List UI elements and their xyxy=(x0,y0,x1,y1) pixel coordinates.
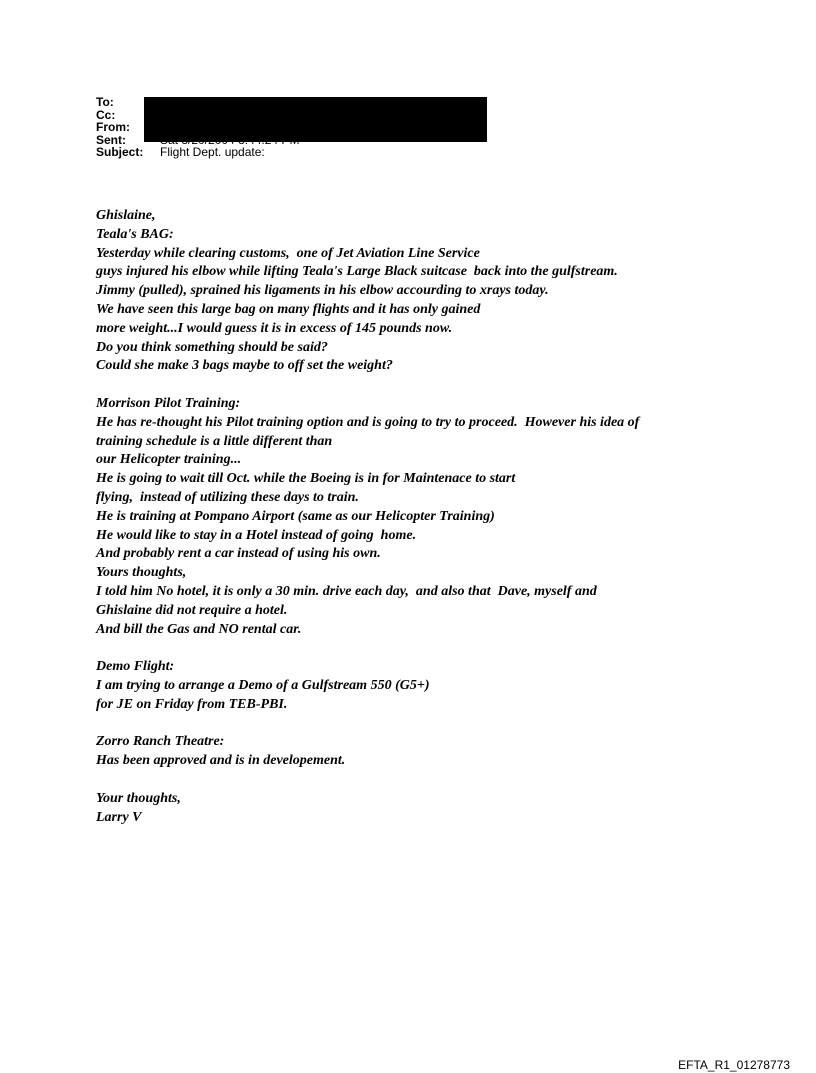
document-id: EFTA_R1_01278773 xyxy=(678,1058,790,1072)
body-line: Ghislaine did not require a hotel. xyxy=(96,602,288,618)
body-line: Demo Flight: xyxy=(96,659,175,675)
body-line: I told him No hotel, it is only a 30 min. drive each day, and also that Dave, myself and xyxy=(96,583,597,599)
body-line: flying, instead of utilizing these days to train. xyxy=(96,489,359,505)
body-line: He has re-thought his Pilot training option and is going to try to proceed. However his idea of xyxy=(96,414,640,430)
body-line: Morrison Pilot Training: xyxy=(96,395,241,411)
from-label: From: xyxy=(96,120,130,134)
paragraph-demo-flight xyxy=(96,658,786,714)
sent-label: Sent: xyxy=(96,132,126,147)
body-line: for JE on Friday from TEB-PBI. xyxy=(96,696,288,712)
body-line: Yesterday while clearing customs, one of Jet Aviation Line Service xyxy=(96,245,480,261)
body-line: We have seen this large bag on many flights and it has only gained xyxy=(96,301,481,317)
body-line: I am trying to arrange a Demo of a Gulfstream 550 (G5+) xyxy=(96,677,430,693)
body-line: guys injured his elbow while lifting Teala's Large Black suitcase back into the gulfstream. xyxy=(96,264,618,280)
paragraph-teala-bag xyxy=(96,207,786,376)
subject-value: Flight Dept. update: xyxy=(160,145,265,159)
body-line: Teala's BAG: xyxy=(96,226,174,242)
body-line: He is training at Pompano Airport (same as our Helicopter Training) xyxy=(96,508,495,524)
signature: Larry V xyxy=(96,809,142,825)
subject-label: Subject: xyxy=(96,145,144,159)
body-line: Do you think something should be said? xyxy=(96,339,328,355)
redaction-block xyxy=(144,97,487,142)
body-line: our Helicopter training... xyxy=(96,452,242,468)
body-line: He would like to stay in a Hotel instead of going home. xyxy=(96,527,417,543)
body-line: And bill the Gas and NO rental car. xyxy=(96,621,302,637)
body-line: Zorro Ranch Theatre: xyxy=(96,734,225,750)
cc-label: Cc: xyxy=(96,107,116,122)
body-line: training schedule is a little different than xyxy=(96,433,333,449)
body-line: Ghislaine, xyxy=(96,208,156,223)
body-line: Your thoughts, xyxy=(96,790,181,806)
email-body xyxy=(96,207,786,846)
body-line: Jimmy (pulled), sprained his ligaments in his elbow accourding to xrays today. xyxy=(96,283,549,299)
body-line: Has been approved and is in developement. xyxy=(96,753,346,769)
body-line: more weight...I would guess it is in excess of 145 pounds now. xyxy=(96,320,453,336)
body-line: He is going to wait till Oct. while the Boeing is in for Maintenace to start xyxy=(96,471,516,487)
body-line: And probably rent a car instead of using his own. xyxy=(96,546,381,562)
paragraph-pilot-training xyxy=(96,395,786,639)
body-line: Yours thoughts, xyxy=(96,565,187,581)
paragraph-zorro-ranch xyxy=(96,733,786,771)
to-label: To: xyxy=(96,95,114,109)
paragraph-signoff xyxy=(96,790,786,828)
body-line: Could she make 3 bags maybe to off set the weight? xyxy=(96,358,393,374)
